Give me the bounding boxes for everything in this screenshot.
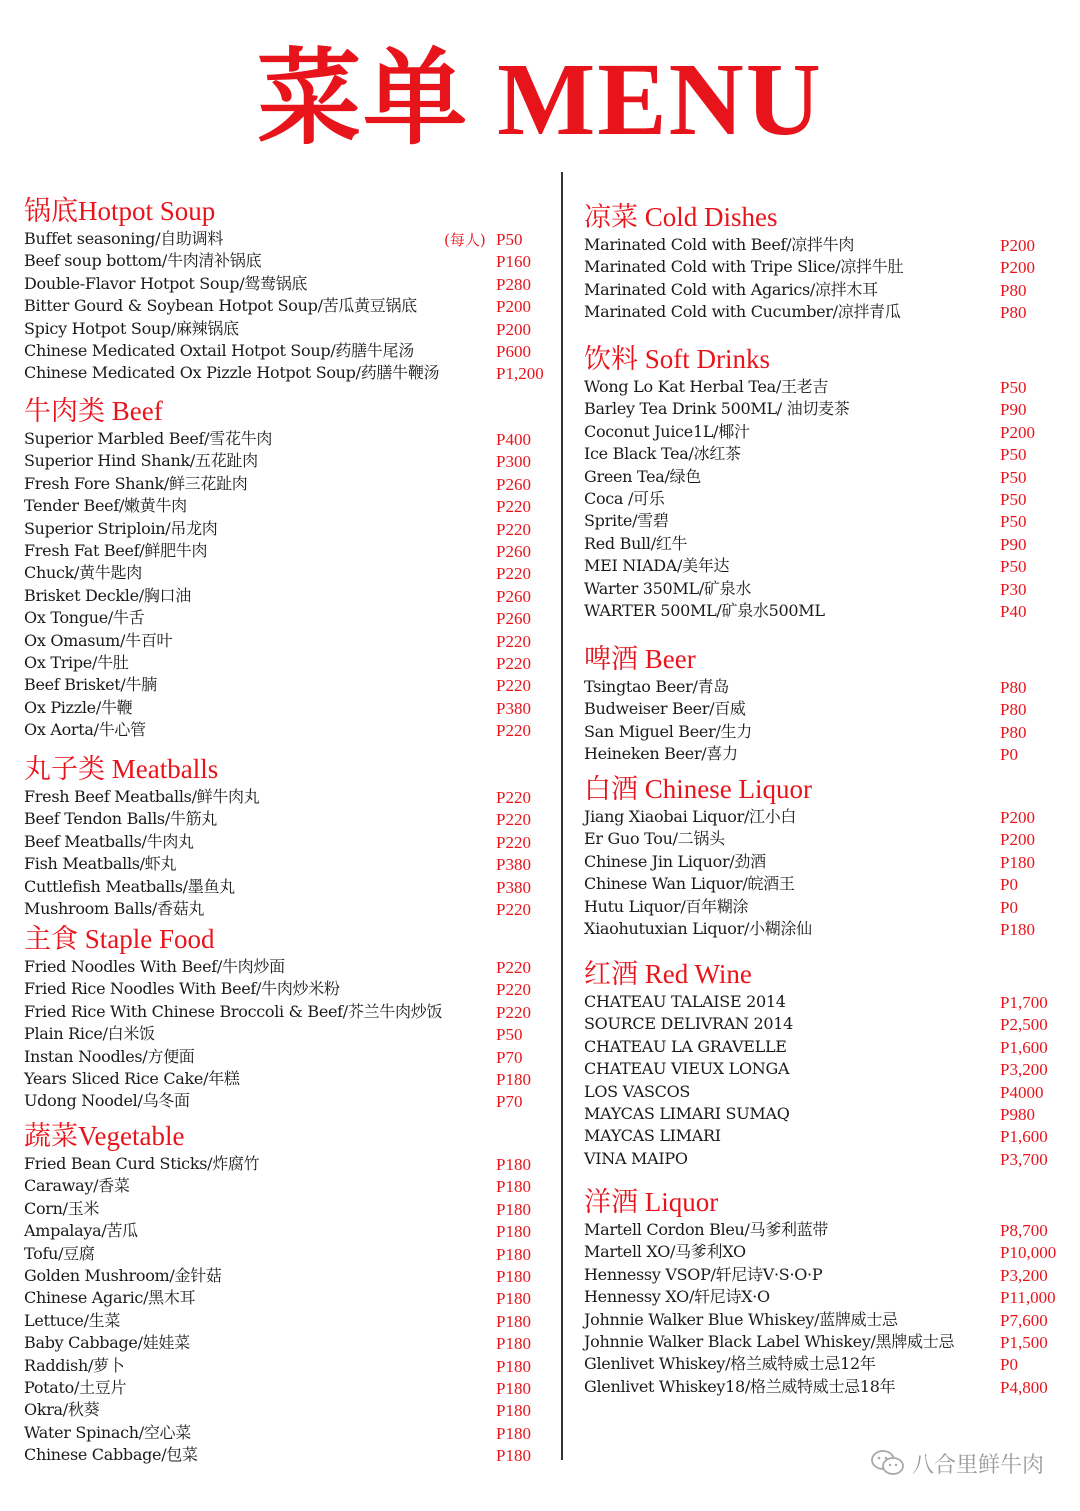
section-red-wine [584,957,1064,1170]
item-price: P180 [496,1378,531,1398]
item-name: Marinated Cold with Tripe Slice/凉拌牛肚 [584,257,904,277]
item-name: San Miguel Beer/生力 [584,721,752,741]
item-price: P11,000 [1000,1288,1056,1308]
menu-item [584,279,1064,301]
item-price: P180 [496,1446,531,1466]
item-price: P1,600 [1000,1127,1048,1147]
section-soft-drinks [584,342,1064,622]
item-name: Tofu/豆腐 [24,1243,95,1263]
item-price: P180 [496,1401,531,1421]
item-price: P50 [1000,557,1027,577]
item-name: Glenlivet Whiskey/格兰威特威士忌12年 [584,1354,876,1374]
item-name: CHATEAU TALAISE 2014 [584,992,786,1011]
item-price: P70 [496,1047,523,1067]
item-name: Johnnie Walker Blue Whiskey/蓝牌威士忌 [584,1309,898,1329]
item-name: Marinated Cold with Beef/凉拌牛肉 [584,235,855,254]
menu-item [584,918,1064,940]
item-name: Superior Marbled Beef/雪花牛肉 [24,429,273,448]
section-heading: 凉菜 Cold Dishes [584,202,778,232]
menu-item [24,562,552,584]
item-name: Plain Rice/白米饭 [24,1024,155,1044]
item-name: MEI NIADA/美年达 [584,556,730,576]
section-heading: 蔬菜Vegetable [24,1121,185,1151]
item-price: P180 [496,1423,531,1443]
menu-item [584,1309,1064,1331]
item-price: P180 [496,1266,531,1286]
menu-item [24,1444,552,1466]
menu-item [24,1001,552,1023]
item-price: P50 [1000,512,1027,532]
menu-item [24,1243,552,1265]
item-name: Coconut Juice1L/椰汁 [584,421,750,441]
item-name: Coca /可乐 [584,488,665,508]
item-name: Golden Mushroom/金针菇 [24,1265,222,1285]
item-price: P220 [496,832,531,852]
menu-item [24,786,552,808]
item-price: P4000 [1000,1082,1044,1102]
item-price: P220 [496,497,531,517]
item-price: P80 [1000,303,1027,323]
item-price: P260 [496,474,531,494]
item-name: Chinese Wan Liquor/皖酒王 [584,874,795,894]
section-heading: 丸子类 Meatballs [24,754,219,784]
item-name: Buffet seasoning/自助调料 [24,229,224,248]
menu-item [584,1286,1064,1308]
item-name: Ice Black Tea/冰红茶 [584,444,741,464]
menu-item [584,1036,1064,1058]
menu-item [584,1125,1064,1147]
menu-item [24,495,552,517]
section-liquor [584,1185,1064,1398]
item-price: P90 [1000,400,1027,420]
section-heading: 牛肉类 Beef [24,396,163,426]
item-price: P80 [1000,678,1027,697]
menu-item [24,1310,552,1332]
item-name: Marinated Cold with Cucumber/凉拌青瓜 [584,302,901,322]
menu-item [584,555,1064,577]
item-price: P180 [496,1069,531,1089]
item-price: P50 [496,1025,523,1045]
item-price: P3,200 [1000,1060,1048,1080]
item-price: P280 [496,274,531,294]
item-name: Beef Meatballs/牛肉丸 [24,831,194,851]
item-price: P40 [1000,601,1027,621]
section-heading: 锅底Hotpot Soup [24,196,216,226]
item-name: CHATEAU VIEUX LONGA [584,1059,790,1079]
menu-item [24,1287,552,1309]
menu-item [24,450,552,472]
item-price: P1,700 [1000,993,1048,1012]
menu-item [24,876,552,898]
item-name: Spicy Hotpot Soup/麻辣锅底 [24,318,239,338]
item-name: Hutu Liquor/百年糊涂 [584,896,749,916]
menu-item [584,1353,1064,1375]
menu-item [584,1241,1064,1263]
item-price: P0 [1000,745,1018,765]
item-price: P180 [496,1222,531,1242]
item-price: P300 [496,452,531,472]
item-name: Ox Omasum/牛百叶 [24,630,173,650]
item-price: P260 [496,609,531,629]
menu-item [24,540,552,562]
item-name: Ampalaya/苦瓜 [24,1221,138,1241]
item-name: Budweiser Beer/百威 [584,699,746,719]
item-name: Baby Cabbage/娃娃菜 [24,1333,190,1353]
item-name: Water Spinach/空心菜 [24,1422,191,1442]
item-price: P600 [496,341,531,361]
item-price: P8,700 [1000,1221,1048,1240]
item-price: P220 [496,1002,531,1022]
menu-item [24,956,552,978]
section-heading: 洋酒 Liquor [584,1187,719,1217]
item-price: P50 [1000,467,1027,487]
menu-item [24,518,552,540]
item-name: Chuck/黄牛匙肉 [24,563,142,583]
item-price: P220 [496,564,531,584]
menu-item [24,1175,552,1197]
item-price: P80 [1000,280,1027,300]
menu-item [584,676,1064,698]
item-name: Ox Tripe/牛肚 [24,652,129,672]
menu-item [584,301,1064,323]
item-price: P380 [496,877,531,897]
menu-item [24,1068,552,1090]
menu-item [24,831,552,853]
item-name: Jiang Xiaobai Liquor/江小白 [584,807,797,826]
item-name: Fried Bean Curd Sticks/炸腐竹 [24,1154,260,1173]
item-name: Fresh Fat Beef/鲜肥牛肉 [24,540,208,560]
item-price: P1,600 [1000,1037,1048,1057]
item-price: P380 [496,698,531,718]
menu-item [584,873,1064,895]
item-name: Wong Lo Kat Herbal Tea/王老吉 [584,377,829,396]
menu-item [584,1058,1064,1080]
item-name: Beef soup bottom/牛肉清补锅底 [24,251,262,271]
menu-item [24,295,552,317]
item-name: Hennessy XO/轩尼诗X·O [584,1287,770,1307]
item-name: Fried Rice Noodles With Beef/牛肉炒米粉 [24,979,340,999]
item-price: P50 [1000,489,1027,509]
item-name: Chinese Agaric/黑木耳 [24,1288,196,1308]
menu-item [24,697,552,719]
item-price: P200 [496,297,531,317]
item-price: P180 [496,1289,531,1309]
menu-item [584,578,1064,600]
item-name: Years Sliced Rice Cake/年糕 [24,1068,240,1088]
item-name: Fresh Beef Meatballs/鲜牛肉丸 [24,787,260,806]
menu-item [24,1046,552,1068]
item-price: P180 [1000,852,1035,872]
menu-item [584,721,1064,743]
menu-item [584,466,1064,488]
item-name: MAYCAS LIMARI SUMAQ [584,1103,790,1123]
menu-item [584,533,1064,555]
item-name: CHATEAU LA GRAVELLE [584,1036,787,1056]
section-heading: 饮料 Soft Drinks [584,344,771,374]
item-name: Chinese Cabbage/包菜 [24,1445,198,1465]
item-price: P3,700 [1000,1149,1048,1169]
section-meatballs [24,752,552,920]
menu-item [24,1399,552,1421]
section-heading: 主食 Staple Food [24,924,215,954]
menu-item [24,1198,552,1220]
item-name: Ox Pizzle/牛鞭 [24,697,133,717]
menu-item [24,1355,552,1377]
item-name: Udong Noodel/乌冬面 [24,1091,190,1111]
item-price: P200 [1000,236,1035,255]
item-name: Raddish/萝卜 [24,1355,125,1375]
item-price: P200 [1000,258,1035,278]
menu-item [584,376,1064,398]
item-price: P220 [496,980,531,1000]
item-name: Ox Tongue/牛舌 [24,608,145,628]
item-price: P180 [496,1199,531,1219]
item-note: (每人) [444,231,486,249]
item-price: P50 [1000,445,1027,465]
menu-item [584,1331,1064,1353]
item-name: Hennessy VSOP/轩尼诗V·S·O·P [584,1264,823,1284]
section-beef [24,394,552,741]
menu-item [24,1023,552,1045]
item-name: Double-Flavor Hotpot Soup/鸳鸯锅底 [24,273,308,293]
item-name: Beef Brisket/牛腩 [24,675,157,695]
menu-item [24,719,552,741]
item-name: VINA MAIPO [584,1148,688,1168]
item-price: P180 [496,1311,531,1331]
item-price: P7,600 [1000,1310,1048,1330]
column-divider [561,172,563,1460]
menu-item [584,488,1064,510]
menu-item [584,1376,1064,1398]
item-name: Ox Aorta/牛心管 [24,720,146,740]
menu-item [24,1220,552,1242]
item-name: Sprite/雪碧 [584,511,669,531]
item-price: P2,500 [1000,1015,1048,1035]
menu-item [584,806,1064,828]
menu-item [584,1148,1064,1170]
section-heading: 白酒 Chinese Liquor [584,774,812,804]
item-price: P0 [1000,875,1018,895]
item-name: Tsingtao Beer/青岛 [584,677,730,696]
menu-item [584,510,1064,532]
item-price: P980 [1000,1104,1035,1124]
item-price: P1,500 [1000,1332,1048,1352]
item-price: P220 [496,653,531,673]
menu-item [584,896,1064,918]
item-name: Fish Meatballs/虾丸 [24,854,177,874]
item-name: Beef Tendon Balls/牛筋丸 [24,809,218,829]
item-name: Heineken Beer/喜力 [584,744,738,764]
section-heading: 啤酒 Beer [584,644,696,674]
menu-item [584,991,1064,1013]
item-price: P80 [1000,722,1027,742]
menu-title: 菜单 MENU [257,42,823,157]
item-name: Tender Beef/嫩黄牛肉 [24,496,187,516]
item-name: WARTER 500ML/矿泉水500ML [584,600,825,620]
item-price: P220 [496,899,531,919]
menu-item [24,318,552,340]
item-price: P50 [1000,378,1027,397]
item-price: P220 [496,810,531,830]
item-price: P50 [496,230,523,249]
menu-item [584,1219,1064,1241]
item-name: Instan Noodles/方便面 [24,1046,195,1066]
menu-item [24,630,552,652]
menu-item [24,1153,552,1175]
menu-item [584,234,1064,256]
item-name: Caraway/香菜 [24,1176,130,1196]
menu-item [24,1265,552,1287]
menu-item [584,600,1064,622]
item-name: Marinated Cold with Agarics/凉拌木耳 [584,279,878,299]
item-price: P0 [1000,1355,1018,1375]
menu-item [584,256,1064,278]
wechat-icon [870,1449,906,1477]
menu-item [24,250,552,272]
item-price: P200 [1000,830,1035,850]
item-name: Fresh Fore Shank/鲜三花趾肉 [24,473,248,493]
menu-item [584,828,1064,850]
section-heading: 红酒 Red Wine [584,959,752,989]
item-name: Superior Hind Shank/五花趾肉 [24,451,258,471]
section-cold-dishes [584,200,1064,324]
menu-item [24,652,552,674]
menu-item [24,607,552,629]
menu-item [24,340,552,362]
item-name: Martell XO/马爹利XO [584,1242,746,1262]
section-vegetable [24,1119,552,1466]
item-price: P30 [1000,579,1027,599]
item-price: P180 [496,1177,531,1197]
menu-item [24,228,552,250]
menu-item [24,1422,552,1444]
menu-item [584,398,1064,420]
item-name: Potato/土豆片 [24,1377,127,1397]
menu-item [584,851,1064,873]
item-name: Corn/玉米 [24,1198,100,1218]
item-name: Red Bull/红牛 [584,533,688,553]
item-name: Mushroom Balls/香菇丸 [24,898,205,918]
item-name: Martell Cordon Bleu/马爹利蓝带 [584,1220,829,1239]
item-price: P260 [496,541,531,561]
item-price: P180 [496,1356,531,1376]
item-price: P3,200 [1000,1265,1048,1285]
menu-item [24,853,552,875]
menu-item [584,1264,1064,1286]
item-name: Glenlivet Whiskey18/格兰威特威士忌18年 [584,1376,896,1396]
item-name: Warter 350ML/矿泉水 [584,578,752,598]
item-name: SOURCE DELIVRAN 2014 [584,1014,794,1034]
item-price: P200 [1000,422,1035,442]
section-chinese-liquor [584,772,1064,940]
item-price: P0 [1000,897,1018,917]
menu-item [584,1081,1064,1103]
item-name: Chinese Medicated Oxtail Hotpot Soup/药膳牛尾汤 [24,340,414,360]
item-price: P200 [1000,808,1035,827]
item-price: P200 [496,319,531,339]
item-name: MAYCAS LIMARI [584,1126,721,1146]
menu-item [24,273,552,295]
menu-item [24,1377,552,1399]
item-name: Er Guo Tou/二锅头 [584,829,725,849]
item-price: P260 [496,586,531,606]
item-name: Fried Rice With Chinese Broccoli & Beef/芥兰牛肉炒饭 [24,1001,443,1021]
menu-item [24,1090,552,1112]
menu-item [24,473,552,495]
item-price: P180 [496,1244,531,1264]
item-price: P220 [496,958,531,977]
item-price: P80 [1000,700,1027,720]
watermark-text: 八合里鲜牛肉 [911,1452,1044,1478]
item-price: P220 [496,519,531,539]
menu-item [584,698,1064,720]
item-name: Xiaohutuxian Liquor/小糊涂仙 [584,918,812,938]
section-staple-food [24,922,552,1113]
menu-item [24,898,552,920]
item-name: Fried Noodles With Beef/牛肉炒面 [24,957,285,976]
menu-item [24,674,552,696]
item-price: P220 [496,788,531,807]
item-price: P400 [496,430,531,449]
item-name: Barley Tea Drink 500ML/ 油切麦茶 [584,399,850,419]
menu-item [24,1332,552,1354]
item-name: Brisket Deckle/胸口油 [24,585,191,605]
item-price: P1,200 [496,364,544,384]
item-name: Superior Striploin/吊龙肉 [24,518,218,538]
item-price: P160 [496,252,531,272]
menu-item [24,428,552,450]
item-price: P180 [1000,919,1035,939]
item-price: P380 [496,855,531,875]
menu-item [24,585,552,607]
menu-item [584,743,1064,765]
menu-item [24,808,552,830]
section-hotpot-soup [24,194,552,385]
item-name: Johnnie Walker Black Label Whiskey/黑牌威士忌 [584,1331,955,1351]
item-name: Lettuce/生菜 [24,1310,121,1330]
item-price: P4,800 [1000,1377,1048,1397]
item-price: P90 [1000,534,1027,554]
item-price: P220 [496,631,531,651]
item-price: P220 [496,721,531,741]
item-price: P220 [496,676,531,696]
watermark [870,1445,1044,1481]
item-price: P70 [496,1092,523,1112]
item-name: Chinese Medicated Ox Pizzle Hotpot Soup/药膳牛鞭汤 [24,363,440,383]
section-beer [584,642,1064,766]
item-name: Cuttlefish Meatballs/墨鱼丸 [24,876,235,896]
item-name: LOS VASCOS [584,1081,691,1101]
item-price: P10,000 [1000,1243,1057,1263]
menu-item [584,1013,1064,1035]
menu-item [584,1103,1064,1125]
item-name: Okra/秋葵 [24,1400,100,1420]
item-price: P180 [496,1334,531,1354]
item-price: P180 [496,1155,531,1174]
item-name: Green Tea/绿色 [584,466,701,486]
menu-item [584,443,1064,465]
menu-item [584,421,1064,443]
menu-item [24,978,552,1000]
menu-item [24,362,552,384]
item-name: Chinese Jin Liquor/劲酒 [584,851,766,871]
item-name: Bitter Gourd & Soybean Hotpot Soup/苦瓜黄豆锅底 [24,296,417,316]
